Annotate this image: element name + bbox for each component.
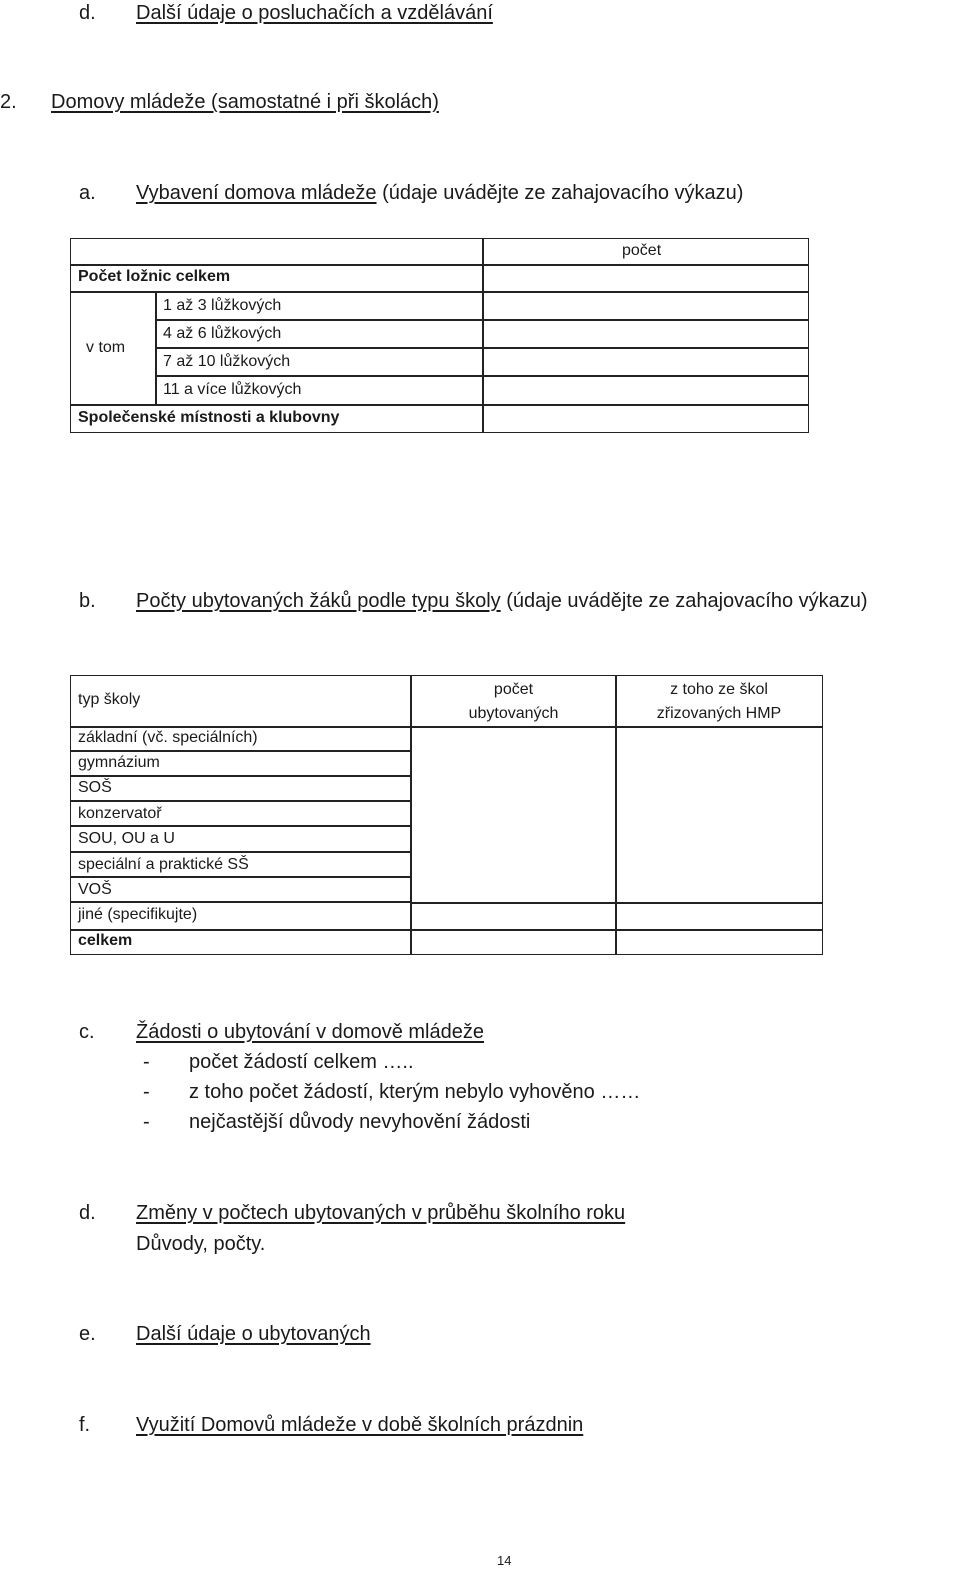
table-b-value-cell: [410, 726, 617, 904]
table-a-value-cell: [482, 319, 809, 349]
table-b-col-hmp: [617, 678, 821, 726]
table-a-count-header: počet: [622, 242, 662, 259]
bullet-dash: -: [143, 1051, 150, 1073]
table-b-row-cell: [70, 775, 412, 802]
table-b-row-label: jiné (specifikujte): [78, 906, 198, 923]
table-b-col-type: typ školy: [78, 691, 141, 708]
bullet-text: nejčastější důvody nevyhovění žádosti: [189, 1111, 531, 1133]
item-f-title: Využití Domovů mládeže v době školních prázdnin: [136, 1414, 584, 1436]
table-b-row-label: SOU, OU a U: [78, 830, 175, 847]
item-a-note: (údaje uvádějte ze zahajovacího výkazu): [382, 182, 744, 204]
item-b-letter: b.: [79, 590, 96, 612]
item-a-heading: [136, 182, 743, 205]
table-b-row-cell: [70, 876, 412, 903]
item-d-letter: d.: [79, 1202, 96, 1224]
table-a-value-cell: [482, 264, 809, 293]
table-a-subrow-label: 7 až 10 lůžkových: [163, 353, 291, 370]
table-a-subrow-label: 4 až 6 lůžkových: [163, 325, 282, 342]
table-b-value-cell: [410, 929, 617, 955]
table-b-row-label: speciální a praktické SŠ: [78, 856, 249, 873]
table-b-row-label: konzervatoř: [78, 805, 162, 822]
table-a-header-left: [70, 238, 484, 266]
table-a-value-cell: [482, 375, 809, 406]
table-a-value-cell: [482, 404, 809, 433]
table-a-last-label: Společenské místnosti a klubovny: [78, 409, 340, 426]
item-b-note: (údaje uvádějte ze zahajovacího výkazu): [506, 590, 868, 612]
table-b-row-label: VOŠ: [78, 881, 112, 898]
table-b-row-label: SOŠ: [78, 779, 112, 796]
item-letter: d.: [79, 2, 96, 24]
table-a-value-cell: [482, 291, 809, 321]
item-c-letter: c.: [79, 1021, 95, 1043]
item-d-subtext: Důvody, počty.: [136, 1233, 266, 1255]
table-a-vtom-label: v tom: [86, 339, 126, 356]
table-b-value-cell: [615, 902, 823, 931]
item-title: Další údaje o posluchačích a vzdělávání: [136, 2, 493, 24]
table-b-col-count-line1: počet: [493, 681, 534, 698]
table-b-col-hmp-line2: zřizovaných HMP: [656, 705, 782, 722]
table-b-value-cell: [410, 902, 617, 931]
table-a-subrow-label: 11 a více lůžkových: [163, 381, 302, 398]
table-b-value-cell: [615, 929, 823, 955]
item-e-letter: e.: [79, 1323, 96, 1345]
bullet-dash: -: [143, 1111, 150, 1133]
page-number: 14: [497, 1553, 512, 1568]
table-b-total-label: celkem: [78, 932, 133, 949]
table-a-total-label: Počet ložnic celkem: [78, 268, 231, 285]
section-number: 2.: [0, 91, 17, 113]
item-f-letter: f.: [79, 1414, 91, 1436]
table-b-col-count-line2: ubytovaných: [468, 705, 559, 722]
item-b-heading: [136, 590, 868, 613]
item-c-title: Žádosti o ubytování v domově mládeže: [136, 1021, 484, 1043]
bullet-text: z toho počet žádostí, kterým nebylo vyhověno ……: [189, 1081, 641, 1103]
table-b-col-hmp-line1: z toho ze škol: [670, 681, 768, 698]
table-b-col-count: [412, 678, 615, 726]
table-b-row-label: základní (vč. speciálních): [78, 729, 258, 746]
section-title: Domovy mládeže (samostatné i při školách): [51, 91, 439, 113]
table-b-row-label: gymnázium: [78, 754, 160, 771]
item-d-title: Změny v počtech ubytovaných v průběhu školního roku: [136, 1202, 626, 1224]
item-a-letter: a.: [79, 182, 96, 204]
bullet-dash: -: [143, 1081, 150, 1103]
table-a-value-cell: [482, 347, 809, 377]
item-b-title: Počty ubytovaných žáků podle typu školy: [136, 590, 501, 612]
item-e-title: Další údaje o ubytovaných: [136, 1323, 371, 1345]
table-a-subrow-label: 1 až 3 lůžkových: [163, 297, 282, 314]
bullet-text: počet žádostí celkem …..: [189, 1051, 414, 1073]
table-b-value-cell: [615, 726, 823, 904]
item-a-title: Vybavení domova mládeže: [136, 182, 377, 204]
